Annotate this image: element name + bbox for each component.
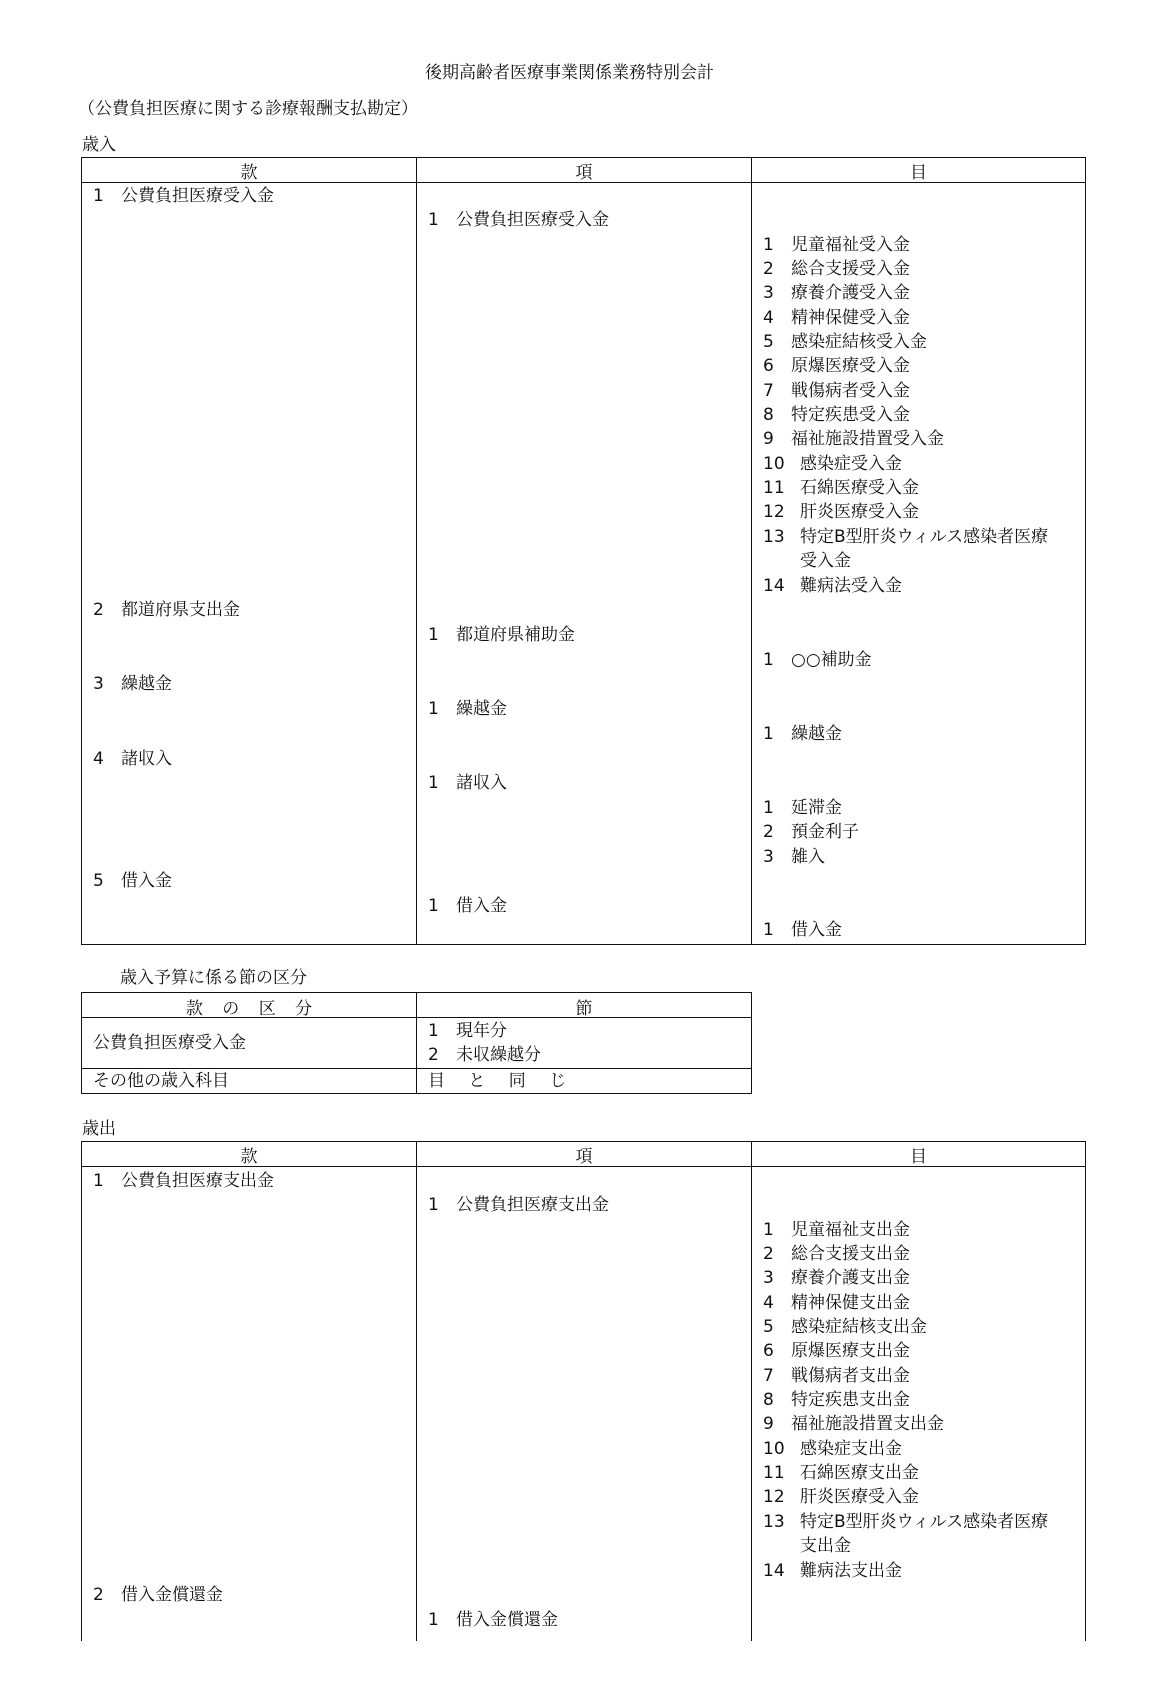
revenue-moku-item: 9 福祉施設措置受入金 <box>763 429 944 449</box>
expenditure-kan-item: 2 借入金償還金 <box>93 1585 223 1605</box>
expenditure-header-kan: 款 <box>240 1147 258 1167</box>
revenue-moku-item: 2 総合支援受入金 <box>763 259 910 279</box>
setsu-header-setsu: 節 <box>575 999 593 1019</box>
expenditure-moku-item: 1 児童福祉支出金 <box>763 1220 910 1240</box>
revenue-moku-item: 8 特定疾患受入金 <box>763 405 910 425</box>
setsu-header-kubun: 款 の 区 分 <box>185 999 313 1019</box>
revenue-kou-item: 1 繰越金 <box>428 699 507 719</box>
expenditure-moku-item: 2 総合支援支出金 <box>763 1244 910 1264</box>
expenditure-moku-item: 3 療養介護支出金 <box>763 1268 910 1288</box>
revenue-kan-item: 4 諸収入 <box>93 749 172 769</box>
revenue-moku-item: 7 戦傷病者受入金 <box>763 381 910 401</box>
revenue-moku-item: 4 精神保健受入金 <box>763 308 910 328</box>
expenditure-kou-item: 1 公費負担医療支出金 <box>428 1195 609 1215</box>
revenue-moku-item: 10 感染症受入金 <box>763 454 902 474</box>
expenditure-moku-item: 6 原爆医療支出金 <box>763 1341 910 1361</box>
revenue-kou-item: 1 借入金 <box>428 896 507 916</box>
setsu-row-item: 2 未収繰越分 <box>428 1045 541 1065</box>
expenditure-moku-item: 9 福祉施設措置支出金 <box>763 1414 944 1434</box>
revenue-moku-item: 11 石綿医療受入金 <box>763 478 919 498</box>
revenue-moku-item: 12 肝炎医療受入金 <box>763 502 919 522</box>
setsu-row-text: 目 と 同 じ <box>428 1071 567 1091</box>
revenue-moku-item: 1 繰越金 <box>763 724 842 744</box>
expenditure-moku-item: 13 特定B型肝炎ウィルス感染者医療 <box>763 1512 1049 1532</box>
expenditure-moku-item: 10 感染症支出金 <box>763 1439 902 1459</box>
revenue-kou-item: 1 諸収入 <box>428 773 507 793</box>
revenue-moku-item: 2 預金利子 <box>763 822 859 842</box>
setsu-row-kubun: その他の歳入科目 <box>93 1071 229 1091</box>
expenditure-kan-item: 1 公費負担医療支出金 <box>93 1171 274 1191</box>
revenue-header-kou: 項 <box>575 163 593 183</box>
revenue-kou-item: 1 公費負担医療受入金 <box>428 210 609 230</box>
expenditure-kou-item: 1 借入金償還金 <box>428 1610 558 1630</box>
expenditure-header-kou: 項 <box>575 1147 593 1167</box>
revenue-kan-item: 2 都道府県支出金 <box>93 600 240 620</box>
expenditure-moku-item-continuation: 支出金 <box>800 1536 851 1556</box>
revenue-moku-item: 6 原爆医療受入金 <box>763 356 910 376</box>
document-subtitle: （公費負担医療に関する診療報酬支払勘定） <box>78 99 418 119</box>
expenditure-moku-item: 7 戦傷病者支出金 <box>763 1366 910 1386</box>
expenditure-heading: 歳出 <box>82 1119 116 1139</box>
revenue-moku-item: 5 感染症結核受入金 <box>763 332 927 352</box>
revenue-moku-item: 14 難病法受入金 <box>763 576 902 596</box>
expenditure-moku-item: 14 難病法支出金 <box>763 1561 902 1581</box>
revenue-kan-item: 5 借入金 <box>93 871 172 891</box>
revenue-moku-item: 13 特定B型肝炎ウィルス感染者医療 <box>763 527 1049 547</box>
revenue-header-kan: 款 <box>240 163 258 183</box>
expenditure-moku-item: 4 精神保健支出金 <box>763 1293 910 1313</box>
revenue-kou-item: 1 都道府県補助金 <box>428 625 575 645</box>
revenue-moku-item: 1 延滞金 <box>763 798 842 818</box>
revenue-moku-item: 1 児童福祉受入金 <box>763 235 910 255</box>
expenditure-header-moku: 目 <box>910 1147 927 1167</box>
expenditure-moku-item: 5 感染症結核支出金 <box>763 1317 927 1337</box>
setsu-row-item: 1 現年分 <box>428 1021 507 1041</box>
revenue-kan-item: 1 公費負担医療受入金 <box>93 186 274 206</box>
revenue-heading: 歳入 <box>82 135 116 155</box>
revenue-moku-item: 1 借入金 <box>763 920 842 940</box>
revenue-moku-item: 1 ○○補助金 <box>763 650 872 670</box>
revenue-moku-item: 3 療養介護受入金 <box>763 283 910 303</box>
expenditure-moku-item: 11 石綿医療支出金 <box>763 1463 919 1483</box>
setsu-caption: 歳入予算に係る節の区分 <box>120 968 307 988</box>
document-title: 後期高齢者医療事業関係業務特別会計 <box>425 63 714 83</box>
setsu-row-kubun: 公費負担医療受入金 <box>93 1033 246 1053</box>
revenue-header-moku: 目 <box>910 163 927 183</box>
expenditure-moku-item: 12 肝炎医療受入金 <box>763 1487 919 1507</box>
revenue-moku-item: 3 雑入 <box>763 847 825 867</box>
revenue-kan-item: 3 繰越金 <box>93 674 172 694</box>
expenditure-moku-item: 8 特定疾患支出金 <box>763 1390 910 1410</box>
revenue-moku-item-continuation: 受入金 <box>800 551 851 571</box>
